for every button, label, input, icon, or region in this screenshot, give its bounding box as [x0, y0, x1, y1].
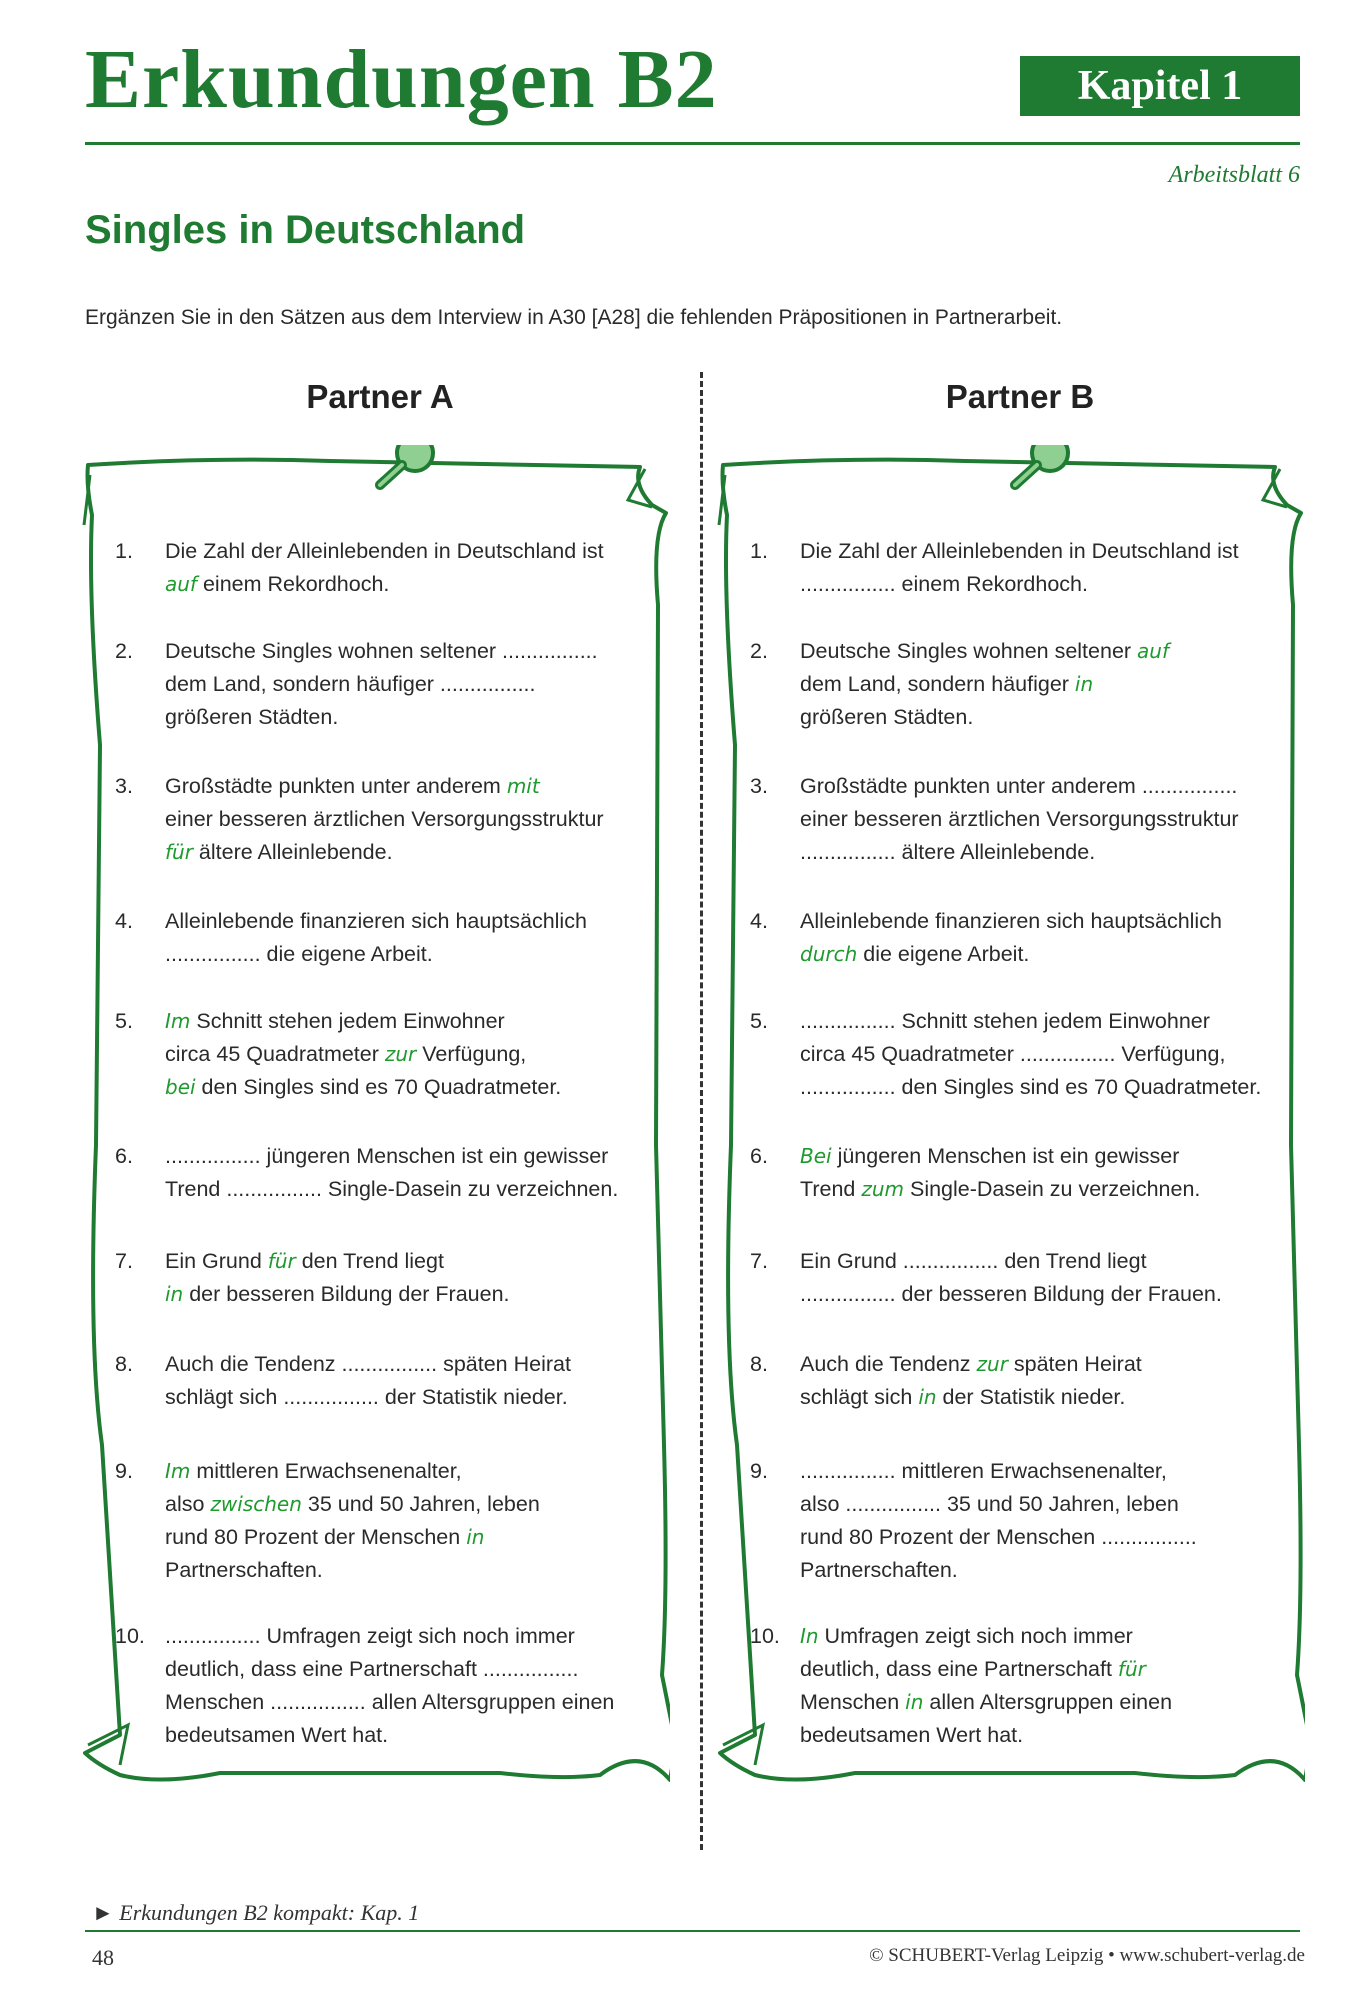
partner-b-heading: Partner B — [945, 378, 1095, 415]
text-line — [800, 535, 1290, 568]
text-line — [165, 938, 655, 971]
text-line — [800, 1521, 1290, 1554]
sentence-text: jüngeren Menschen ist ein gewisser — [260, 1144, 609, 1168]
text-line — [800, 1278, 1290, 1311]
item-number: 7. — [115, 1249, 133, 1273]
item-text — [165, 635, 655, 734]
text-line — [800, 1381, 1290, 1414]
blank-gap: ................ — [902, 1249, 999, 1273]
sentence-text: Großstädte punkten unter anderem — [165, 774, 507, 798]
sentence-text: einer besseren ärztlichen Versorgungsstruktur — [800, 807, 1239, 831]
blank-gap: ................ — [502, 639, 598, 663]
sentence-text: schlägt sich — [165, 1385, 284, 1409]
text-line — [800, 568, 1290, 601]
item-number: 6. — [115, 1144, 133, 1168]
answer-preposition: für — [1117, 1657, 1146, 1681]
text-line — [165, 568, 655, 601]
sentence-text: den Trend liegt — [998, 1249, 1147, 1273]
answer-preposition: mit — [506, 774, 540, 798]
blank-gap: ................ — [800, 1009, 896, 1033]
sentence-text: Menschen — [800, 1690, 906, 1714]
sentence-text: jüngeren Menschen ist ein gewisser — [831, 1144, 1180, 1168]
text-line — [165, 1348, 655, 1381]
item-text — [800, 1005, 1290, 1104]
blank-gap: ................ — [341, 1352, 438, 1376]
item-number: 4. — [750, 909, 768, 933]
text-line — [165, 905, 655, 938]
text-line — [165, 1719, 655, 1752]
text-line — [165, 1038, 655, 1071]
copyright-text: © SCHUBERT-Verlag Leipzig • www.schubert-verlag.de — [869, 1945, 1305, 1966]
text-line — [800, 1348, 1290, 1381]
blank-gap: ................ — [845, 1492, 941, 1516]
sentence-text: Ein Grund — [165, 1249, 268, 1273]
sentence-text: mittleren Erwachsenenalter, — [190, 1459, 462, 1483]
item-text — [165, 535, 655, 601]
sentence-text: den Trend liegt — [295, 1249, 444, 1273]
partner-b-card — [715, 445, 1305, 1815]
text-line — [800, 1686, 1290, 1719]
item-text — [165, 1245, 655, 1311]
sentence-text: bedeutsamen Wert hat. — [165, 1723, 389, 1747]
answer-preposition: zum — [861, 1177, 904, 1201]
blank-gap: ................ — [283, 1385, 379, 1409]
footer-reference: ► Erkundungen B2 kompakt: Kap. 1 — [92, 1900, 420, 1925]
text-line — [800, 1653, 1290, 1686]
item-number: 6. — [750, 1144, 768, 1168]
answer-preposition: zwischen — [210, 1492, 302, 1516]
answer-preposition: Im — [165, 1009, 191, 1033]
header-rule — [85, 142, 1300, 145]
blank-gap: ................ — [165, 1144, 261, 1168]
page-number: 48 — [92, 1945, 114, 1970]
blank-gap: ................ — [226, 1177, 322, 1201]
sentence-text: Die Zahl der Alleinlebenden in Deutschland ist — [800, 539, 1239, 563]
sentence-text: Verfügung, — [416, 1042, 527, 1066]
sentence-text: Trend — [165, 1177, 227, 1201]
text-line — [165, 668, 655, 701]
blank-gap: ................ — [1019, 1042, 1116, 1066]
sentence-text: Schnitt stehen jedem Einwohner — [190, 1009, 505, 1033]
answer-preposition: für — [267, 1249, 296, 1273]
blank-gap: ................ — [165, 942, 261, 966]
text-line — [800, 635, 1290, 668]
text-line — [165, 701, 655, 734]
text-line — [165, 1554, 655, 1587]
text-line — [165, 1173, 655, 1206]
sentence-text: späten Heirat — [437, 1352, 571, 1376]
sentence-text: Menschen — [165, 1690, 271, 1714]
answer-preposition: Bei — [800, 1144, 832, 1168]
sentence-text: Umfragen zeigt sich noch immer — [260, 1624, 575, 1648]
answer-preposition: zur — [976, 1352, 1008, 1376]
sentence-text: Partnerschaften. — [800, 1558, 958, 1582]
sentence-text: Single-Dasein zu verzeichnen. — [321, 1177, 619, 1201]
sentence-text: größeren Städten. — [165, 705, 339, 729]
text-line — [800, 938, 1290, 971]
sentence-text: Single-Dasein zu verzeichnen. — [904, 1177, 1201, 1201]
text-line — [165, 1653, 655, 1686]
sentence-text: größeren Städten. — [800, 705, 974, 729]
sentence-text: ältere Alleinlebende. — [895, 840, 1096, 864]
blank-gap: ................ — [800, 1459, 896, 1483]
blank-gap: ................ — [1141, 774, 1238, 798]
sentence-text: Deutsche Singles wohnen seltener — [165, 639, 503, 663]
answer-preposition: in — [165, 1282, 184, 1306]
item-number: 5. — [115, 1009, 133, 1033]
sentence-text: dem Land, sondern häufiger — [800, 672, 1075, 696]
item-number: 3. — [115, 774, 133, 798]
blank-gap: ................ — [800, 840, 896, 864]
instruction-text: Ergänzen Sie in den Sätzen aus dem Interview in A30 [A28] die fehlenden Präpositionen in Partnerarbeit. — [85, 306, 1063, 329]
sentence-text: rund 80 Prozent der Menschen — [165, 1525, 467, 1549]
text-line — [165, 1455, 655, 1488]
blank-gap: ................ — [1101, 1525, 1197, 1549]
text-line — [800, 1488, 1290, 1521]
brand-title: Erkundungen B2 — [85, 33, 718, 126]
item-text — [800, 635, 1290, 734]
item-text — [800, 1455, 1290, 1587]
text-line — [800, 1173, 1290, 1206]
sentence-text: allen Altersgruppen einen — [365, 1690, 615, 1714]
sentence-text: späten Heirat — [1007, 1352, 1142, 1376]
sentence-text: Partnerschaften. — [165, 1558, 323, 1582]
item-number: 1. — [750, 539, 768, 563]
sentence-text: der besseren Bildung der Frauen. — [895, 1282, 1222, 1306]
text-line — [165, 535, 655, 568]
item-text — [165, 905, 655, 971]
text-line — [800, 1005, 1290, 1038]
item-number: 1. — [115, 539, 133, 563]
sentence-text: Umfragen zeigt sich noch immer — [818, 1624, 1133, 1648]
sentence-text: der Statistik nieder. — [378, 1385, 568, 1409]
sentence-text: die eigene Arbeit. — [857, 942, 1030, 966]
sentence-text: Die Zahl der Alleinlebenden in Deutschland ist — [165, 539, 604, 563]
sentence-text: schlägt sich — [800, 1385, 919, 1409]
text-line — [800, 1455, 1290, 1488]
item-number: 8. — [750, 1352, 768, 1376]
blank-gap: ................ — [800, 1075, 896, 1099]
sentence-text: deutlich, dass eine Partnerschaft — [800, 1657, 1118, 1681]
text-line — [800, 1554, 1290, 1587]
text-line — [165, 1278, 655, 1311]
answer-preposition: in — [905, 1690, 924, 1714]
item-number: 10. — [115, 1624, 145, 1648]
answer-preposition: bei — [165, 1075, 196, 1099]
partner-a-heading: Partner A — [306, 378, 454, 415]
text-line — [800, 836, 1290, 869]
text-line — [800, 905, 1290, 938]
text-line — [165, 1521, 655, 1554]
sentence-text: Auch die Tendenz — [165, 1352, 342, 1376]
sentence-text: Schnitt stehen jedem Einwohner — [895, 1009, 1210, 1033]
blank-gap: ................ — [800, 572, 896, 596]
sentence-text: Deutsche Singles wohnen seltener — [800, 639, 1138, 663]
text-line — [165, 1005, 655, 1038]
sentence-text: ältere Alleinlebende. — [192, 840, 393, 864]
answer-preposition: durch — [800, 942, 858, 966]
item-text — [800, 770, 1290, 869]
text-line — [165, 1620, 655, 1653]
sentence-text: circa 45 Quadratmeter — [800, 1042, 1020, 1066]
sentence-text: einem Rekordhoch. — [895, 572, 1088, 596]
sentence-text: Trend — [800, 1177, 862, 1201]
sentence-text: Alleinlebende finanzieren sich hauptsächlich — [800, 909, 1222, 933]
sentence-text: bedeutsamen Wert hat. — [800, 1723, 1024, 1747]
blank-gap: ................ — [482, 1657, 579, 1681]
text-line — [165, 770, 655, 803]
answer-preposition: auf — [1137, 639, 1170, 663]
text-line — [165, 1381, 655, 1414]
item-text — [165, 1005, 655, 1104]
footer-rule — [85, 1930, 1300, 1932]
item-text — [800, 1620, 1290, 1752]
item-number: 7. — [750, 1249, 768, 1273]
page-title: Singles in Deutschland — [85, 208, 526, 252]
sentence-text: Verfügung, — [1115, 1042, 1226, 1066]
text-line — [800, 1071, 1290, 1104]
item-text — [800, 1140, 1290, 1206]
text-line — [800, 701, 1290, 734]
blank-gap: ................ — [439, 672, 536, 696]
partner-a-card — [80, 445, 670, 1815]
sentence-text: Ein Grund — [800, 1249, 903, 1273]
sentence-text: einer besseren ärztlichen Versorgungsstruktur — [165, 807, 604, 831]
sentence-text: den Singles sind es 70 Quadratmeter. — [895, 1075, 1262, 1099]
sentence-text: der besseren Bildung der Frauen. — [183, 1282, 510, 1306]
sentence-text: also — [800, 1492, 846, 1516]
sentence-text: Alleinlebende finanzieren sich hauptsächlich — [165, 909, 587, 933]
item-text — [800, 535, 1290, 601]
item-text — [800, 1245, 1290, 1311]
answer-preposition: in — [1074, 672, 1094, 696]
sentence-text: die eigene Arbeit. — [260, 942, 433, 966]
sentence-text: also — [165, 1492, 211, 1516]
item-number: 2. — [115, 639, 133, 663]
item-text — [165, 1140, 655, 1206]
worksheet-number: Arbeitsblatt 6 — [1168, 162, 1300, 188]
cut-line — [700, 372, 703, 1850]
item-number: 10. — [750, 1624, 780, 1648]
sentence-text: allen Altersgruppen einen — [923, 1690, 1173, 1714]
text-line — [800, 1620, 1290, 1653]
answer-preposition: auf — [165, 572, 197, 596]
item-text — [800, 905, 1290, 971]
sentence-text: Auch die Tendenz — [800, 1352, 977, 1376]
item-number: 3. — [750, 774, 768, 798]
sentence-text: deutlich, dass eine Partnerschaft — [165, 1657, 483, 1681]
text-line — [800, 1140, 1290, 1173]
text-line — [165, 1245, 655, 1278]
sentence-text: 35 und 50 Jahren, leben — [301, 1492, 540, 1516]
chapter-badge: Kapitel 1 — [1020, 56, 1300, 116]
item-text — [165, 1348, 655, 1414]
text-line — [165, 635, 655, 668]
blank-gap: ................ — [270, 1690, 366, 1714]
item-number: 4. — [115, 909, 133, 933]
answer-preposition: in — [466, 1525, 485, 1549]
sentence-text: mittleren Erwachsenenalter, — [895, 1459, 1167, 1483]
item-text — [165, 1455, 655, 1587]
item-text — [165, 1620, 655, 1752]
item-text — [800, 1348, 1290, 1414]
text-line — [800, 668, 1290, 701]
item-number: 9. — [750, 1459, 768, 1483]
answer-preposition: In — [800, 1624, 819, 1648]
text-line — [800, 1038, 1290, 1071]
sentence-text: 35 und 50 Jahren, leben — [941, 1492, 1179, 1516]
text-line — [165, 1686, 655, 1719]
answer-preposition: in — [918, 1385, 937, 1409]
text-line — [800, 1245, 1290, 1278]
text-line — [165, 1488, 655, 1521]
sentence-text: der Statistik nieder. — [936, 1385, 1126, 1409]
text-line — [800, 770, 1290, 803]
text-line — [165, 836, 655, 869]
item-number: 8. — [115, 1352, 133, 1376]
text-line — [800, 803, 1290, 836]
sentence-text: Großstädte punkten unter anderem — [800, 774, 1142, 798]
item-number: 2. — [750, 639, 768, 663]
sentence-text: rund 80 Prozent der Menschen — [800, 1525, 1102, 1549]
answer-preposition: für — [165, 840, 193, 864]
sentence-text: dem Land, sondern häufiger — [165, 672, 440, 696]
text-line — [800, 1719, 1290, 1752]
answer-preposition: zur — [384, 1042, 417, 1066]
sentence-text: circa 45 Quadratmeter — [165, 1042, 385, 1066]
sentence-text: den Singles sind es 70 Quadratmeter. — [195, 1075, 562, 1099]
text-line — [165, 1140, 655, 1173]
text-line — [165, 1071, 655, 1104]
text-line — [165, 803, 655, 836]
item-number: 9. — [115, 1459, 133, 1483]
item-text — [165, 770, 655, 869]
sentence-text: einem Rekordhoch. — [196, 572, 390, 596]
answer-preposition: Im — [165, 1459, 191, 1483]
item-number: 5. — [750, 1009, 768, 1033]
blank-gap: ................ — [800, 1282, 896, 1306]
blank-gap: ................ — [165, 1624, 261, 1648]
